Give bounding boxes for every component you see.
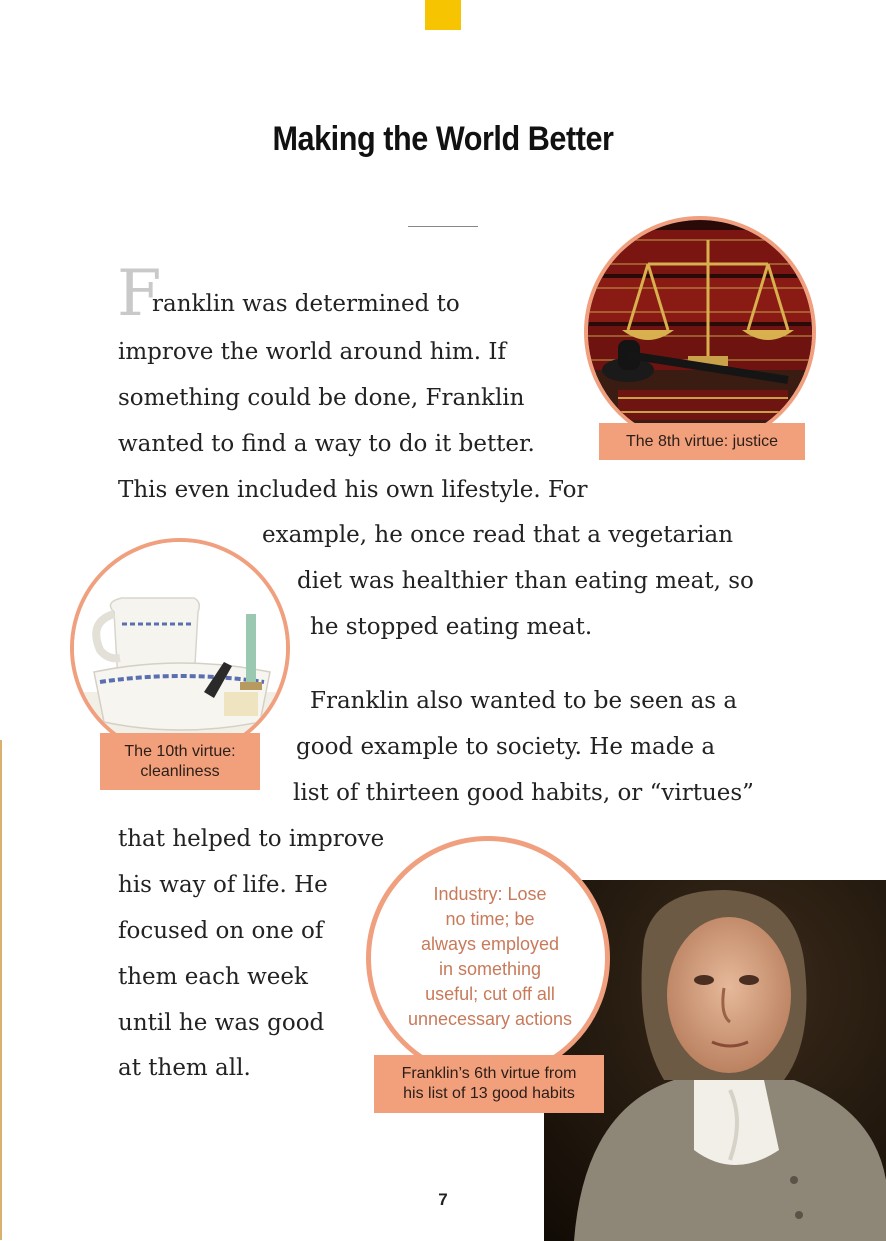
sixth-virtue-caption-line-2: his list of 13 good habits (403, 1085, 575, 1102)
scales-gavel-icon (588, 220, 812, 444)
body-line: diet was healthier than eating meat, so (297, 568, 754, 594)
body-line: wanted to find a way to do it better. (118, 431, 535, 457)
justice-image (584, 216, 816, 448)
quote-line: Industry: Lose (433, 884, 547, 904)
body-line: improve the world around him. If (118, 339, 506, 365)
body-line: until he was good (118, 1010, 325, 1036)
quote-line: unnecessary actions (407, 1009, 573, 1029)
body-line: that helped to improve (118, 826, 385, 852)
page-tab-marker (425, 0, 461, 30)
sixth-virtue-caption (374, 1055, 604, 1113)
cleanliness-caption-line-2: cleanliness (140, 762, 220, 780)
body-line: them each week (118, 964, 308, 990)
cleanliness-image (70, 538, 290, 758)
quote-line: always employed (420, 934, 560, 954)
cleanliness-caption-line-1: The 10th virtue: (124, 742, 236, 760)
body-line: list of thirteen good habits, or “virtues” (293, 780, 754, 806)
body-line: example, he once read that a vegetarian (262, 522, 734, 548)
pitcher-basin-icon (74, 542, 286, 754)
page-number: 7 (438, 1190, 448, 1209)
justice-caption: The 8th virtue: justice (599, 423, 805, 460)
quote-line: in something (438, 959, 542, 979)
body-line: his way of life. He (118, 872, 328, 898)
quote-line: useful; cut off all (425, 984, 555, 1004)
body-line: This even included his own lifestyle. For (118, 477, 588, 503)
body-line: good example to society. He made a (296, 734, 716, 760)
body-line: Franklin also wanted to be seen as a (310, 688, 738, 714)
industry-quote (392, 882, 588, 1032)
body-line: at them all. (118, 1055, 251, 1081)
page-title: Making the World Better (272, 120, 614, 158)
body-line: something could be done, Franklin (118, 385, 525, 411)
body-line: ranklin was determined to (152, 291, 460, 317)
title-divider (408, 226, 478, 227)
body-line: focused on one of (118, 918, 324, 944)
body-line: he stopped eating meat. (310, 614, 593, 640)
page-edge (0, 740, 2, 1240)
quote-line: no time; be (445, 909, 535, 929)
sixth-virtue-caption-line-1: Franklin’s 6th virtue from (401, 1065, 577, 1082)
cleanliness-caption (100, 733, 260, 790)
drop-cap: F (117, 257, 162, 331)
